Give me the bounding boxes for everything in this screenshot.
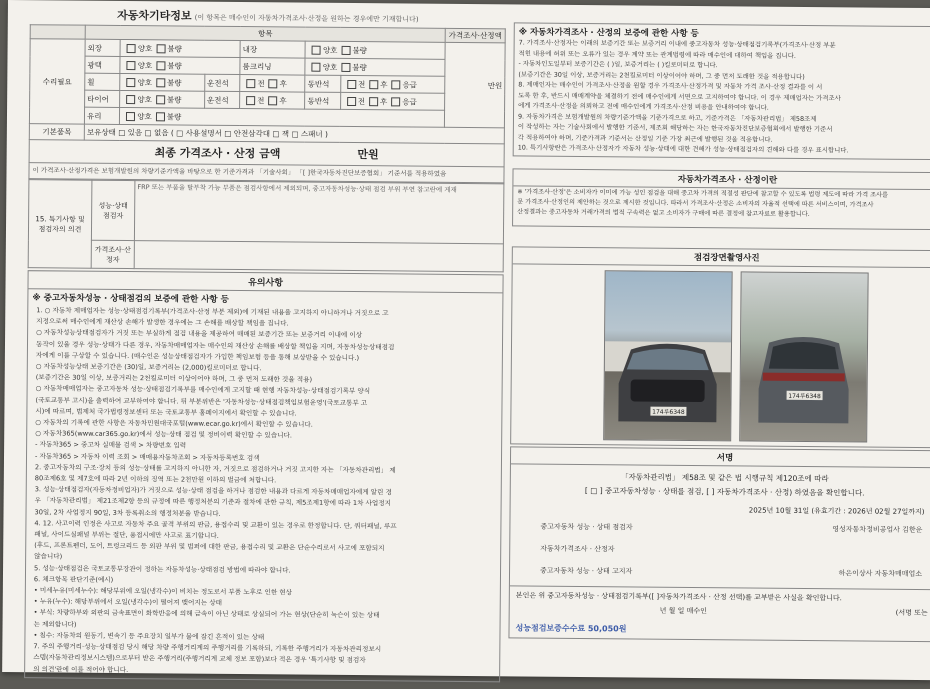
opt-bad: 불량 (167, 43, 182, 54)
opt-bad: 불량 (352, 62, 367, 72)
opt-good: 양호 (322, 62, 338, 72)
opt-front: 전 (257, 78, 265, 88)
right-column (508, 22, 930, 642)
note-line: 각 적용하여야 하며, 기준가격과 기준서는 산정일 기준 가장 최근에 발행된 것을 적용합니다. (517, 132, 773, 144)
note-line: 않습니다) (34, 552, 63, 561)
note-line: - 자동차인도일부터 보증기간은 ( )일, 보증거리는 ( )킬로미터로 합니다. (518, 59, 718, 70)
price-guarantee-box (513, 22, 930, 160)
other-info-title: 자동차기타정보 (117, 8, 192, 23)
unit-won: 만원 (444, 42, 505, 128)
caution-box (24, 270, 504, 682)
law-line: 이 가격조사·산정가격은 보험개발원의 차량기준가액을 바탕으로 한 기준가격과 「기술사회」 「[ ]한국자동차진단보증협회」 기준서를 적용하였음 (28, 163, 504, 183)
other-info-header (30, 6, 506, 26)
inspection-record-sheet (2, 0, 930, 680)
opt-rear: 후 (380, 79, 388, 89)
caution-title: 유의사항 (28, 271, 502, 293)
checkbox[interactable] (347, 80, 356, 89)
photo-section (510, 246, 930, 448)
repair-table (29, 24, 506, 144)
note-line: 에게 가격조사·산정을 의뢰하고 전에 매수인에게 가격조사·산정 비용을 안내하여야 합니다. (518, 101, 769, 112)
note-line: 는 제외합니다) (33, 619, 77, 629)
row-name: 휠 (85, 73, 120, 90)
note-line: 시)에 따르며, 법제처 국가법령정보센터 또는 국토교통부 홈페이지에서 확인할 수 있습니다. (35, 407, 297, 418)
note-line: 의 의견'란에 이를 적어야 합니다. (33, 664, 129, 674)
photo-title: 점검장면촬영사진 (513, 247, 930, 268)
checkbox[interactable] (369, 80, 378, 89)
note-line: 7. 주의 주행거리·성능·상태점검 당시 해당 차량 주행거리계의 주행거리를 기록하되, 기록한 주행거리가 자동차관리정보시 (33, 642, 382, 654)
note-line: 8. 제매인자는 매수인이 가격조사·산정을 원할 경우 가격조사·산정가격 및 자동차 가격 조사·산정 결과를 이 서 (518, 80, 823, 92)
checkbox[interactable] (341, 46, 350, 55)
note-line: ※ '가격조사·산정'은 소비자가 이미에 가능 성인 점검을 대해 중고차 가격의 적절성 판단에 참고할 수 있도록 법령 제도에 따라 가격 조사를 (517, 188, 889, 199)
note-line: 10. 특기사항란은 가격조사·산정자가 자동차 성능·상태에 대한 견해가 성능·상태점검자의 견해와 다를 경우 표시합니다. (517, 143, 849, 155)
opt-bad: 불량 (166, 111, 182, 122)
note-line: 동작이 있을 경우 성능·상태가 다른 경우, 자동차매매업자는 매수인의 재산상 손해를 배상할 책임을 지며, 자동차성능상태점검 (35, 339, 395, 351)
opt-front: 전 (357, 96, 366, 106)
perf-sub2: 가격조사·산정자 (91, 240, 134, 268)
sign-row-label: 자동차가격조사 · 산정자 (540, 544, 615, 554)
col-price: 가격조사·산정액 (445, 28, 505, 43)
checkbox[interactable] (156, 78, 165, 87)
note-line: ○ 자동차성능상태 보증기간은 (30)일, 보증거리는 (2,000)킬로미터로 합니다. (35, 362, 262, 373)
sign-law: 「자동차관리법」 제58조 및 같은 법 시행규칙 제120조에 따라 (620, 472, 829, 484)
price-box-title: 자동차가격조사 · 산정이란 (513, 169, 930, 190)
note-line: 지정으로써 매수인에게 재산상 손해가 발생한 경우에는 그 손해를 배상할 책임을 집니다. (36, 317, 289, 328)
note-line: ○ 자동차성능상태점검자가 거짓 또는 부실하게 점검 내용을 제공하여 매매된 보증기간 또는 보증거리 이내에 이상 (36, 328, 363, 340)
repair-label: 수리필요 (29, 39, 85, 124)
note-line: 80조제6호 및 제7호에 따라 2년 이하의 징역 또는 2천만원 이하의 벌금에 처합니다. (34, 474, 277, 485)
note-line: 6. 체크항목 판단기준(예시) (33, 575, 114, 584)
note-line: 4. 12. 사고이력 인정은 사고로 자동차 주요 골격 부위의 판금, 용접수리 및 교환이 있는 경우로 한정합니다. 단, 쿼터패널, 루프 (34, 519, 397, 531)
opt-rear: 후 (380, 96, 388, 106)
opt-good: 양호 (322, 45, 338, 55)
sign-row (540, 560, 930, 585)
rear-car-icon (740, 272, 867, 441)
opt-bad: 불량 (167, 60, 182, 71)
checkbox[interactable] (127, 61, 136, 70)
sign-ymd: 년 월 일 매수인 (659, 606, 707, 616)
sign-row-label: 중고자동차 성능 · 상태 고지자 (540, 566, 633, 576)
checkbox[interactable] (369, 97, 378, 106)
checkbox[interactable] (312, 63, 321, 72)
note-line: 2. 중고자동차의 구조·장치 등의 성능·상태를 고지하지 아니한 자, 거짓으로 점검하거나 거짓 고지한 자는 「자동차관리법」 제 (34, 463, 396, 475)
checkbox[interactable] (269, 79, 278, 88)
row-name: 유리 (84, 107, 119, 124)
note-line: (국토교통부 고시)을 출력하여 교부하여야 합니다. 뒤 부분위반은 '자동차성능·상태점검책임보험운영'(국토교통부 고 (35, 395, 368, 407)
opt-good: 양호 (137, 60, 153, 70)
perf-opinion-table (28, 179, 505, 272)
note-line: (후드, 프론트펜더, 도어, 트렁크리드 등 외판 부위 및 범퍼에 대한 판금, 용접수리 및 교환은 단순수리로서 사고에 포함되지 (34, 541, 385, 553)
opt-front: 전 (357, 79, 366, 89)
note-line: 5. 성능·상태점검은 국토교통부장관이 정하는 자동차성능·상태점검 방법에 따라야 합니다. (34, 563, 291, 575)
sign-row-label: 중고자동차 성능 · 상태 점검자 (540, 522, 633, 532)
final-price-unit: 만원 (357, 148, 379, 162)
note-line: 3. 성능·상태점검자(자동차정비업자)가 거짓으로 성능·상태 점검을 하거나 점검한 내용과 다르게 자동차매매업자에게 알린 경 (34, 485, 392, 497)
price-guarantee-title: ※ 자동차가격조사 · 산정의 보증에 관한 사항 등 (518, 27, 699, 40)
fee-label: 성능점검보증수수료 50,050원 (515, 623, 627, 634)
sign-seal: (서명 또는 (895, 608, 928, 618)
opt-good: 양호 (137, 94, 152, 104)
note-line: ○ 자동차의 기록에 관한 사항은 자동차민원대국포털(www.ecar.go.kr)에서 확인할 수 있습니다. (35, 418, 313, 429)
checkbox[interactable] (341, 63, 350, 72)
front-car-photo (603, 270, 732, 441)
note-line: ○ 자동차365(www.car365.go.kr)에서 성능·상태 점검 및 정비이력 확인할 수 있습니다. (35, 429, 293, 440)
note-line: • 침수: 자동차의 원동기, 변속기 등 주요장치 일부가 물에 잠긴 흔적이 있는 상태 (33, 631, 265, 642)
row-name: 타이어 (85, 90, 120, 107)
seat-label: 운전석 (204, 91, 239, 108)
col-item: 항목 (85, 25, 445, 42)
sign-check: [ □ ] 중고자동차성능 · 상태를 점검, [ ] 자동차가격조사 · 산정) 하였음을 확인합니다. (584, 486, 865, 498)
note-line: • 미세누유(미세누수): 해당부위에 오일(냉각수)이 비치는 정도로서 부품 노후로 인한 현상 (33, 586, 293, 597)
opt-bad: 불량 (352, 45, 368, 55)
other-info-note: (이 항목은 매수인이 자동차가격조사·산정을 원하는 경우에만 기재합니다) (194, 13, 419, 24)
perf-sub1: 성능·상태 점검자 (91, 180, 135, 240)
row-name: 광택 (85, 56, 120, 73)
note-line: - 자동차365 > 중고차 실매물 검색 > 차량번호 입력 (35, 440, 187, 451)
opt-emergency: 응급 (402, 96, 417, 107)
rear-plate: 174루6348 (788, 392, 821, 401)
checkbox[interactable] (156, 44, 165, 53)
note-line: 이 작성하는 자는 기술사회에서 발행한 기준서, 제조회 해당하는 자는 한국자동차진단보증협회에서 발행한 기준서 (517, 122, 833, 134)
checkbox[interactable] (347, 97, 356, 106)
caution-notes (25, 305, 502, 681)
opt-good: 양호 (137, 77, 153, 87)
checkbox[interactable] (126, 112, 135, 121)
perf-label: 15. 특기사항 및 점검자의 의견 (28, 180, 92, 269)
note-line: (보증기간은 30일 이상, 보증거리는 2천킬로미터 이상이어야 하며, 그 중 먼저 도래한 것을 적용합니다) (518, 69, 805, 81)
checkbox[interactable] (391, 80, 400, 89)
note-line: (보증기간은 30일 이상, 보증거리는 2천킬로미터 이상이어야 하며, 그 중 먼저 도래한 것을 적용) (35, 373, 313, 384)
opt-bad: 불량 (166, 94, 182, 105)
opt-good: 양호 (137, 43, 153, 53)
row-name2: 내장 (240, 41, 305, 59)
note-line: ○ 자동차매매업자는 중고자동차 성능·상태점검기록부를 매수인에게 고지할 때 현행 자동차성능·상태점검기록부 양식 (35, 384, 371, 396)
rear-car-photo (739, 271, 868, 442)
caution-head: ※ 중고자동차성능 · 상태점검의 보증에 관한 사항 등 (32, 293, 229, 305)
note-line: 산정결과는 중고자동차 거래가격의 법적 구속력은 없고 소비자가 구매에 따른 결정에 참고자료로 활용합니다. (517, 208, 810, 219)
note-line: 7. 가격조사·산정자는 이래의 보증기간 또는 보증거리 이내에 중고자동차 성능·상태점검기록부(가격조사·산정 부분 (518, 38, 836, 50)
checkbox[interactable] (246, 79, 255, 88)
checkbox[interactable] (127, 44, 136, 53)
note-line: 문 가격조사·산정인의 제안하는 것으로 제시한 것입니다. 따라서 가격조사·산정은 소비자의 자율적 선택에 따른 서비스이며, 가격조사 (517, 198, 874, 209)
opt-good: 양호 (137, 111, 152, 121)
opt-bad: 불량 (167, 77, 182, 88)
mid-note: FRP 또는 부품을 탈부착 가능 부품은 점검사항에서 제외되며, 중고자동차성능·상태 점검 부위 부연 참고란에 게재 (134, 181, 504, 244)
checkbox[interactable] (126, 95, 135, 104)
price-definition-box (512, 168, 930, 230)
opt-front: 전 (257, 95, 265, 105)
basic-label: 기본품목 (29, 124, 84, 140)
seat-label: 동반석 (305, 92, 340, 109)
note-line: • 부식: 차량하부와 외판의 금속표면이 화학반응에 의해 금속이 아닌 상태로 상실되어 가는 현상(단순히 녹슨이 있는 상태 (33, 608, 380, 620)
sign-date: 2025년 10월 31일 (유효기간 : 2026년 02월 27일까지) (748, 506, 925, 517)
checkbox[interactable] (312, 46, 321, 55)
note-line: 자에게 이를 구상할 수 있습니다. (매수인은 성능상태점검자가 가입한 책임보험 등을 통해 보상받을 수 있습니다.) (35, 351, 360, 362)
note-line: 우 「자동차관리법」 제21조제2항 등의 규정에 따른 행정처분의 기준과 절차에 관한 규칙, 제5조제1항에 따라 1차 사업정지 (34, 496, 392, 508)
sign-row-value: 하은이상사 자동차매매업소 (838, 569, 923, 578)
note-line: 스템(자동차관리정보시스템)으로부터 받은 주행거리(주행거리계 교체 정보 포함)보다 적은 경우 '특기사항 및 점검자 (33, 653, 366, 665)
front-car-icon (604, 271, 731, 440)
note-line: 30일, 2차 사업정지 90일, 3차 등록취소의 행정처분을 받습니다. (34, 507, 221, 518)
checkbox[interactable] (156, 95, 165, 104)
note-line: 9. 자동차가격은 보험개발원의 차량기준가액을 기준가격으로 하고, 기준가격은 「자동차관리법」 제58조제 (517, 111, 817, 123)
checkbox[interactable] (156, 61, 165, 70)
checkbox[interactable] (391, 97, 400, 106)
checkbox[interactable] (156, 112, 165, 121)
note-line: 적힌 내용에 허위 또는 오류가 있는 경우 계약 또는 관계법령에 따라 매수인에 대하여 책임을 집니다. (518, 48, 796, 60)
note-line: 패널, 사이드실패널 부위는 절단, 용접시에만 사고로 표기합니다. (34, 530, 219, 540)
checkbox[interactable] (268, 96, 277, 105)
note-line: • 누유(누수): 해당부위에서 오일(냉각수)이 떨어져 맺어지는 상태 (33, 597, 222, 608)
checkbox[interactable] (246, 96, 255, 105)
opt-rear: 후 (279, 95, 287, 105)
basic-items: 보유상태 □ 있음 □ 없음 ( □ 사용설명서 □ 안전삼각대 □ 잭 □ 스패너 ) (84, 124, 504, 144)
note-line: 1. ○ 자동차 제매업자는 성능·상태점검기록부(가격조사·산정 부분 제외)에 기재된 내용을 고지하지 아니하거나 거짓으로 고 (36, 306, 389, 318)
opt-rear: 후 (279, 78, 287, 88)
sign-receipt: 본인은 위 중고자동차성능 · 상태점검기록부([ ]자동차가격조사 · 산정 선택)를 교부받은 사실을 확인합니다. (510, 585, 930, 608)
seat-label: 운전석 (204, 74, 239, 91)
opt-emergency: 응급 (402, 79, 418, 90)
note-line: - 자동차365 > 자동차 이력 조회 > 매매용자동차조회 > 자동차등록번호 검색 (34, 451, 260, 462)
front-plate: 174루6348 (652, 408, 685, 416)
seat-label: 동반석 (305, 75, 340, 92)
note-line: 도록 한 후, 반드시 매매계약을 체결하기 전에 매수인에게 서면으로 고지하여야 합니다. 이 경우 제매업자는 가격조사 (518, 90, 841, 102)
signature-section (508, 446, 930, 642)
final-price-label: 최종 가격조사 · 산정 금액 (154, 146, 281, 161)
sign-title: 서명 (511, 447, 930, 468)
left-column (24, 6, 506, 682)
sign-row-value: 영성자동차정비공업사 김한운 (832, 525, 923, 534)
row-name2: 룸크리닝 (240, 58, 305, 76)
row-name: 외장 (85, 39, 120, 56)
checkbox[interactable] (127, 78, 136, 87)
